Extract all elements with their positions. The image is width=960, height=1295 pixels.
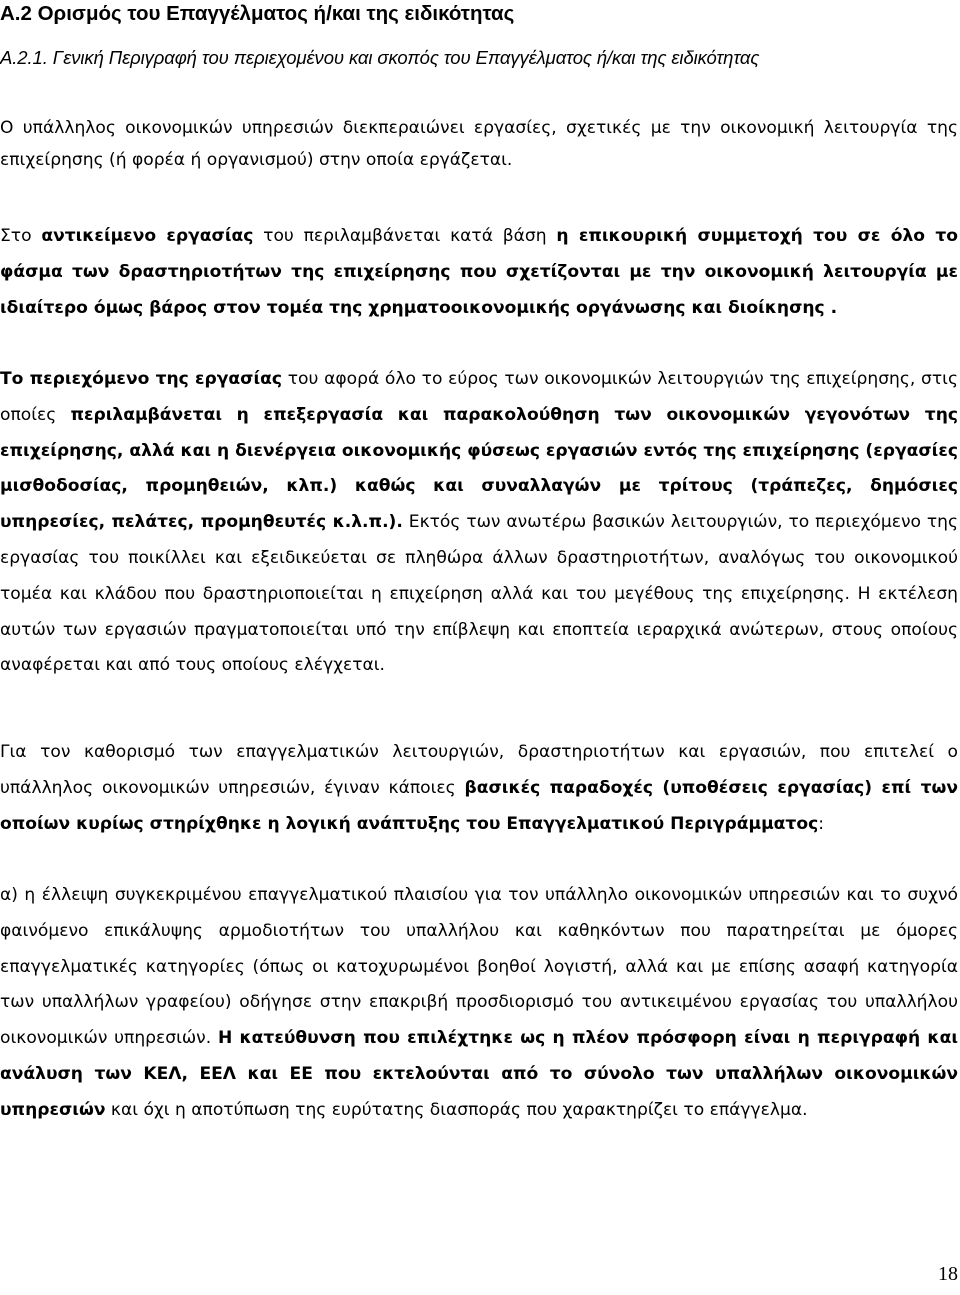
bold-text-run: περιλαμβάνεται η επεξεργασία και παρακολούθηση των οικονομικών γεγονότων της επιχείρησης, αλλά και η διενέργεια οικονομικής φύσεως εργασιών εντός της επιχείρησης (εργασίες μισθοδοσίας, προμηθειών, κλπ.) καθώς και συναλλαγών με τρίτους (τράπεζες, δημόσιες υπηρεσίες, πελάτες, προμηθευτές κ.λ.π.). [0, 404, 958, 533]
text-run: του περιλαμβάνεται κατά βάση [253, 226, 557, 246]
subsection-heading: Α.2.1. Γενική Περιγραφή του περιεχομένου και σκοπός του Επαγγέλματος ή/και της ειδικότητας [0, 47, 760, 68]
text-run: του αφορά όλο το εύρος των οικονομικών λειτουργιών της επιχείρησης, στις οποίες [0, 369, 958, 425]
paragraph-intro [0, 112, 958, 176]
text-run: Στο [0, 226, 42, 246]
bold-text-run: Η κατεύθυνση που επιλέχτηκε ως η πλέον πρόσφορη είναι η περιγραφή και ανάλυση των ΚΕΛ, ΕΕΛ και ΕΕ που εκτελούνται από το σύνολο των υπαλλήλων οικονομικών υπηρεσιών [0, 1028, 958, 1120]
bold-text-run: βασικές παραδοχές (υποθέσεις εργασίας) επί των οποίων κυρίως στηρίχθηκε η λογική ανάπτυξης του Επαγγελματικού Περιγράμματος [0, 777, 958, 834]
paragraph-assumption-a [0, 878, 958, 1129]
text-run: α) η έλλειψη συγκεκριμένου επαγγελματικού πλαισίου για τον υπάλληλο οικονομικών υπηρεσιών και το συχνό φαινόμενο επικάλυψης αρμοδιοτήτων του υπαλλήλου και καθηκόντων που παρατηρείται με όμορες επαγγελματικές κατηγορίες (όπως οι κατοχυρωμένοι βοηθοί λογιστή, αλλά και με επίσης ασαφή κατηγορία των υπαλλήλων γραφείου) οδήγησε στην επακριβή προσδιορισμό του αντικειμένου εργασίας του υπαλλήλου οικονομικών υπηρεσιών. [0, 885, 958, 1049]
text-run: και όχι η αποτύπωση της ευρύτατης διασποράς που χαρακτηρίζει το επάγγελμα. [105, 1099, 808, 1120]
bold-text-run: Το περιεχόμενο της εργασίας [0, 369, 283, 389]
paragraph-assumptions [0, 735, 958, 842]
page-number: 18 [938, 1263, 958, 1285]
paragraph-object-of-work [0, 219, 958, 326]
bold-text-run: η επικουρική συμμετοχή του σε όλο το φάσμα των δραστηριοτήτων της επιχείρησης που σχετίζονται με την οικονομική λειτουργία με ιδιαίτερο όμως βάρος στον τομέα της χρηματοοικονομικής οργάνωσης και διοίκησης . [0, 226, 958, 318]
paragraph-content-of-work [0, 362, 958, 684]
text-run: Εκτός των ανωτέρω βασικών λειτουργιών, το περιεχόμενο της εργασίας του ποικίλλει και εξειδικεύεται σε πληθώρα άλλων δραστηριοτήτων, αναλόγως του οικονομικού τομέα και κλάδου που δραστηριοποιείται η επιχείρηση αλλά και του μεγέθους της επιχείρησης. Η εκτέλεση αυτών των εργασιών πραγματοποιείται υπό την επίβλεψη και εποπτεία ιεραρχικά ανώτερων, στους οποίους αναφέρεται και από τους οποίους ελέγχεται. [0, 512, 959, 676]
section-heading: Α.2 Ορισμός του Επαγγέλματος ή/και της ειδικότητας [0, 2, 515, 25]
text-run: : [818, 813, 824, 834]
bold-text-run: αντικείμενο εργασίας [41, 226, 254, 246]
text-run: Για τον καθορισμό των επαγγελματικών λειτουργιών, δραστηριοτήτων και εργασιών, που επιτελεί ο υπάλληλος οικονομικών υπηρεσιών, έγιναν κάποιες [0, 742, 958, 798]
text-run: Ο υπάλληλος οικονομικών υπηρεσιών διεκπεραιώνει εργασίες, σχετικές με την οικονομική λειτουργία της επιχείρησης (ή φορέα ή οργανισμού) στην οποία εργάζεται. [0, 118, 958, 170]
